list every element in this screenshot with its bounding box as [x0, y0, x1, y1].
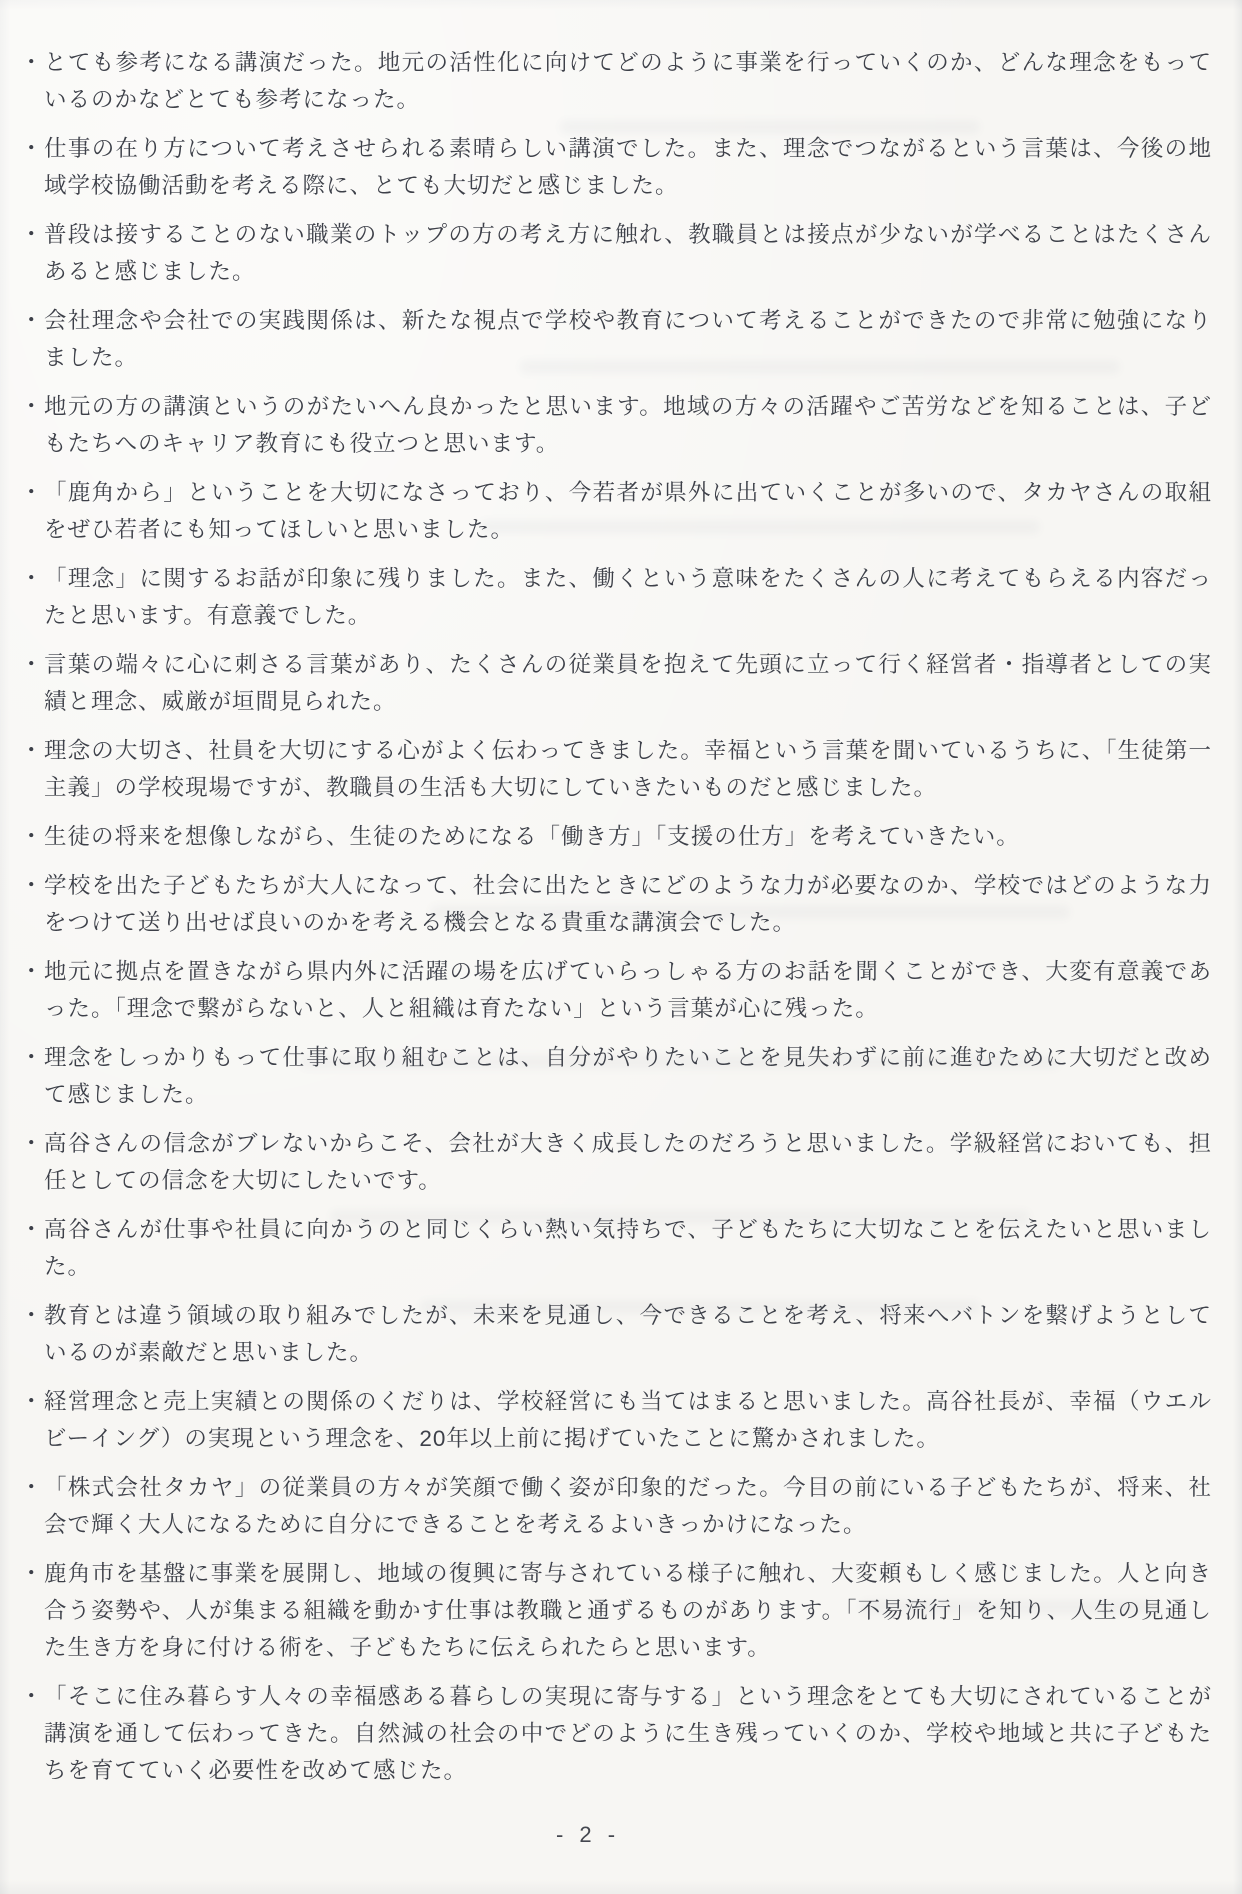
- comment-item: [20, 216, 1212, 290]
- comment-item: [20, 474, 1212, 548]
- comment-text: 普段は接することのない職業のトップの方の考え方に触れ、教職員とは接点が少ないが学べることはたくさんあると感じました。: [44, 222, 1212, 284]
- comment-text: 鹿角市を基盤に事業を展開し、地域の復興に寄与されている様子に触れ、大変頼もしく感じました。人と向き合う姿勢や、人が集まる組織を動かす仕事は教職と通ずるものがあります。「不易流行」を知り、人生の見通した生き方を身に付ける術を、子どもたちに伝えられたらと思います。: [44, 1561, 1212, 1660]
- bullet-marker: ・: [20, 1561, 44, 1586]
- comment-item: [20, 1383, 1212, 1457]
- comment-item: [20, 1125, 1212, 1199]
- bullet-marker: ・: [20, 1131, 44, 1156]
- comment-item: [20, 1469, 1212, 1543]
- comment-item: [20, 1211, 1212, 1285]
- page-number: - 2 -: [555, 1822, 621, 1847]
- comment-item: [20, 302, 1212, 376]
- comment-item: [20, 560, 1212, 634]
- bullet-marker: ・: [20, 1045, 44, 1070]
- bullet-marker: ・: [20, 959, 44, 984]
- bullet-marker: ・: [20, 1389, 44, 1414]
- comment-text: とても参考になる講演だった。地元の活性化に向けてどのように事業を行っていくのか、どんな理念をもっているのかなどとても参考になった。: [44, 50, 1212, 112]
- bullet-marker: ・: [20, 136, 44, 161]
- comment-text: 学校を出た子どもたちが大人になって、社会に出たときにどのような力が必要なのか、学校ではどのような力をつけて送り出せば良いのかを考える機会となる貴重な講演会でした。: [44, 873, 1212, 935]
- comment-item: [20, 732, 1212, 806]
- comment-item: [20, 44, 1212, 118]
- comment-text: 言葉の端々に心に刺さる言葉があり、たくさんの従業員を抱えて先頭に立って行く経営者・指導者としての実績と理念、威厳が垣間見られた。: [44, 652, 1212, 714]
- comment-list: [20, 44, 1212, 1801]
- comment-text: 高谷さんの信念がブレないからこそ、会社が大きく成長したのだろうと思いました。学級経営においても、担任としての信念を大切にしたいです。: [44, 1131, 1212, 1193]
- comment-text: 教育とは違う領域の取り組みでしたが、未来を見通し、今できることを考え、将来へバトンを繋げようとしているのが素敵だと思いました。: [44, 1303, 1212, 1365]
- bullet-marker: ・: [20, 1303, 44, 1328]
- bullet-marker: ・: [20, 308, 44, 333]
- bullet-marker: ・: [20, 50, 44, 75]
- comment-text: 「鹿角から」ということを大切になさっており、今若者が県外に出ていくことが多いので、タカヤさんの取組をぜひ若者にも知ってほしいと思いました。: [44, 480, 1212, 542]
- comment-text: 理念をしっかりもって仕事に取り組むことは、自分がやりたいことを見失わずに前に進むために大切だと改めて感じました。: [44, 1045, 1212, 1107]
- comment-item: [20, 953, 1212, 1027]
- comment-text: 生徒の将来を想像しながら、生徒のためになる「働き方」「支援の仕方」を考えていきたい。: [44, 824, 1020, 849]
- comment-text: 理念の大切さ、社員を大切にする心がよく伝わってきました。幸福という言葉を聞いているうちに、「生徒第一主義」の学校現場ですが、教職員の生活も大切にしていきたいものだと感じました。: [44, 738, 1212, 800]
- comment-item: [20, 646, 1212, 720]
- bullet-marker: ・: [20, 1475, 44, 1500]
- comment-text: 地元の方の講演というのがたいへん良かったと思います。地域の方々の活躍やご苦労などを知ることは、子どもたちへのキャリア教育にも役立つと思います。: [44, 394, 1212, 456]
- comment-item: [20, 388, 1212, 462]
- comment-item: [20, 1297, 1212, 1371]
- comment-item: [20, 867, 1212, 941]
- comment-text: 「理念」に関するお話が印象に残りました。また、働くという意味をたくさんの人に考えてもらえる内容だったと思います。有意義でした。: [44, 566, 1212, 628]
- comment-item: [20, 130, 1212, 204]
- comment-item: [20, 1678, 1212, 1789]
- bullet-marker: ・: [20, 873, 44, 898]
- comment-item: [20, 1039, 1212, 1113]
- comment-text: 地元に拠点を置きながら県内外に活躍の場を広げていらっしゃる方のお話を聞くことができ、大変有意義であった。「理念で繋がらないと、人と組織は育たない」という言葉が心に残った。: [44, 959, 1212, 1021]
- comment-text: 仕事の在り方について考えさせられる素晴らしい講演でした。また、理念でつながるという言葉は、今後の地域学校協働活動を考える際に、とても大切だと感じました。: [44, 136, 1212, 198]
- comment-item: [20, 818, 1212, 855]
- bullet-marker: ・: [20, 566, 44, 591]
- comment-item: [20, 1555, 1212, 1666]
- comment-text: 「そこに住み暮らす人々の幸福感ある暮らしの実現に寄与する」という理念をとても大切にされていることが講演を通して伝わってきた。自然減の社会の中でどのように生き残っていくのか、学校や地域と共に子どもたちを育てていく必要性を改めて感じた。: [44, 1684, 1212, 1783]
- bullet-marker: ・: [20, 824, 44, 849]
- comment-text: 会社理念や会社での実践関係は、新たな視点で学校や教育について考えることができたので非常に勉強になりました。: [44, 308, 1212, 370]
- bullet-marker: ・: [20, 652, 44, 677]
- bullet-marker: ・: [20, 738, 44, 763]
- comment-text: 「株式会社タカヤ」の従業員の方々が笑顔で働く姿が印象的だった。今目の前にいる子どもたちが、将来、社会で輝く大人になるために自分にできることを考えるよいきっかけになった。: [44, 1475, 1212, 1537]
- comment-text: 経営理念と売上実績との関係のくだりは、学校経営にも当てはまると思いました。高谷社長が、幸福（ウエルビーイング）の実現という理念を、20年以上前に掲げていたことに驚かされました。: [44, 1389, 1212, 1451]
- bullet-marker: ・: [20, 1217, 44, 1242]
- bullet-marker: ・: [20, 1684, 44, 1709]
- bullet-marker: ・: [20, 222, 44, 247]
- bullet-marker: ・: [20, 394, 44, 419]
- comment-text: 高谷さんが仕事や社員に向かうのと同じくらい熱い気持ちで、子どもたちに大切なことを伝えたいと思いました。: [44, 1217, 1212, 1279]
- bullet-marker: ・: [20, 480, 44, 505]
